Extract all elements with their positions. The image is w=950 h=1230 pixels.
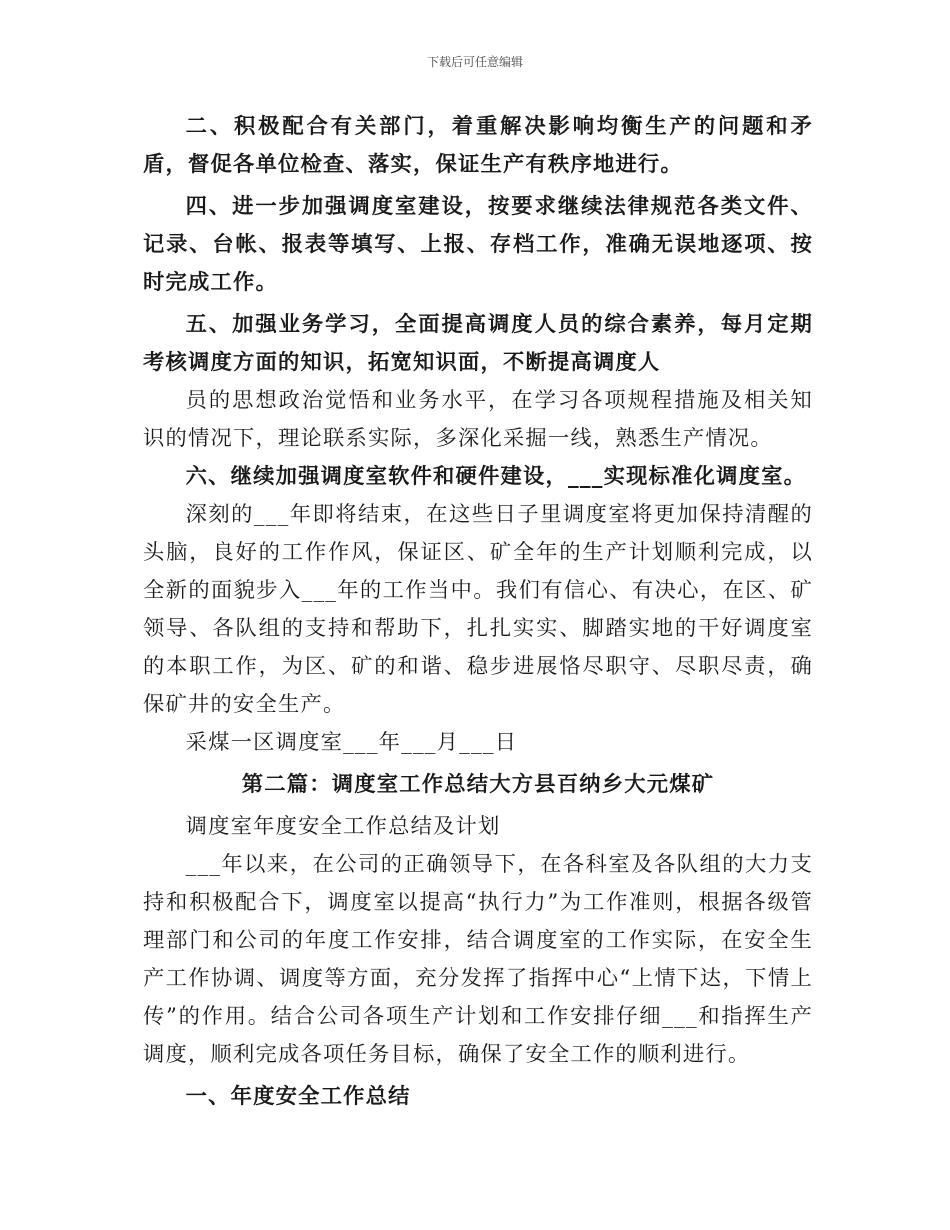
page-header: 下载后可任意编辑	[426, 55, 523, 69]
section-title: 第二篇：调度室工作总结大方县百纳乡大元煤矿	[241, 772, 715, 797]
paragraph-study-continued: 员的思想政治觉悟和业务水平，在学习各项规程措施及相关知识的情况下，理论联系实际，多深化采掘一线，熟悉生产情况。	[143, 388, 813, 451]
paragraph-business-study: 五、加强业务学习，全面提高调度人员的综合素养，每月定期考核调度方面的知识，拓宽知识面，不断提高调度人	[143, 312, 813, 375]
paragraph-year-end: 深刻的___年即将结束，在这些日子里调度室将更加保持清醒的头脑，良好的工作作风，保证区、矿全年的生产计划顺利完成，以全新的面貌步入___年的工作当中。我们有信心、有决心，在区、矿领导、各队组的支持和帮助下，扎扎实实、脚踏实地的干好调度室的本职工作，为区、矿的和谐、稳步进展恪尽职守、尽职尽责，确保矿井的安全生产。	[143, 502, 813, 717]
signature-line: 采煤一区调度室___年___月___日	[185, 730, 518, 755]
paragraph-office-construction: 四、进一步加强调度室建设，按要求继续法律规范各类文件、记录、台帐、报表等填写、上报、存档工作，准确无误地逐项、按时完成工作。	[143, 194, 813, 295]
paragraph-coordination: 二、积极配合有关部门，着重解决影响均衡生产的问题和矛盾，督促各单位检查、落实，保证生产有秩序地进行。	[143, 114, 813, 177]
subtitle: 调度室年度安全工作总结及计划	[185, 814, 501, 839]
document-body	[143, 108, 813, 1116]
paragraph-intro: ___年以来，在公司的正确领导下，在各科室及各队组的大力支持和积极配合下，调度室以提高“执行力”为工作准则，根据各级管理部门和公司的年度工作安排，结合调度室的工作实际，在安全生产工作协调、调度等方面，充分发挥了指挥中心“上情下达，下情上传”的作用。结合公司各项生产计划和工作安排仔细___和指挥生产调度，顺利完成各项任务目标，确保了安全工作的顺利进行。	[143, 852, 813, 1067]
paragraph-standardization: 六、继续加强调度室软件和硬件建设，___实现标准化调度室。	[185, 464, 807, 489]
heading-annual-summary: 一、年度安全工作总结	[185, 1084, 411, 1109]
